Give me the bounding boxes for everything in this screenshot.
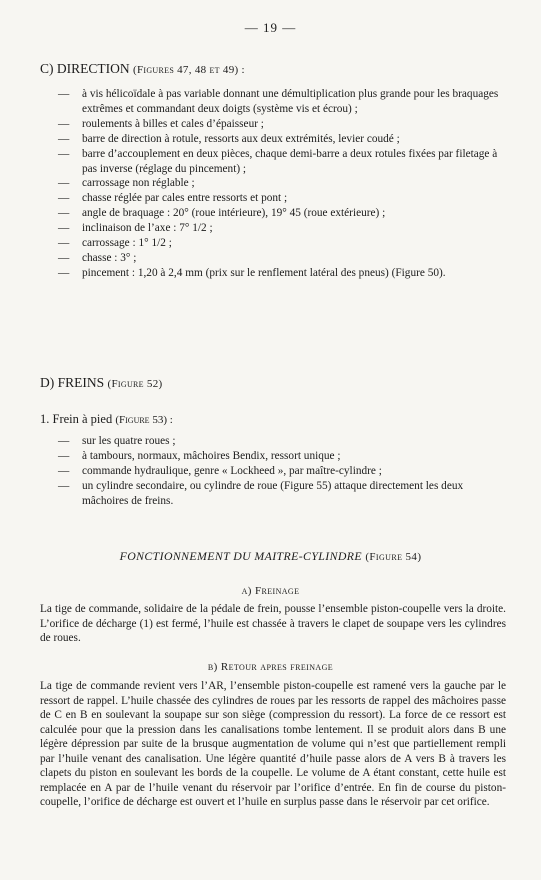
section-c-figure-ref: (Figures 47, 48 et 49) :	[133, 64, 245, 76]
direction-list-item: — chasse réglée par cales entre ressorts et pont ;	[58, 191, 510, 206]
direction-list-item: — inclinaison de l’axe : 7° 1/2 ;	[58, 221, 510, 236]
section-c-list	[58, 87, 510, 281]
direction-list-item: — barre de direction à rotule, ressorts aux deux extrémités, levier coudé ;	[58, 132, 510, 147]
direction-list-item: — à vis hélicoïdale à pas variable donnant une démultiplication plus grande pour les braquages extrêmes et commandant deux doigts (système vis et écrou) ;	[58, 87, 510, 117]
frein-a-pied-list	[58, 434, 510, 509]
freinage-paragraph: La tige de commande, solidaire de la pédale de frein, pousse l’ensemble piston-coupelle vers la droite. L’orifice de décharge (1) est fermé, l’huile est chassée à travers le clapet de soupape vers les cylindres de roues.	[40, 603, 506, 644]
section-c-heading	[40, 61, 245, 77]
frein-list-item: — commande hydraulique, genre « Lockheed », par maître-cylindre ;	[58, 464, 510, 479]
direction-list-item: — roulements à billes et cales d’épaisseur ;	[58, 117, 510, 132]
fonctionnement-heading	[0, 549, 541, 564]
retour-label: b) Retour apres freinage	[207, 661, 334, 673]
direction-list-item: — pincement : 1,20 à 2,4 mm (prix sur le renflement latéral des pneus) (Figure 50).	[58, 266, 510, 281]
page-number: — 19 —	[244, 20, 297, 35]
fonctionnement-figure-ref: (Figure 54)	[365, 551, 422, 563]
frein-list-item: — à tambours, normaux, mâchoires Bendix, ressort unique ;	[58, 449, 510, 464]
direction-list-item: — barre d’accouplement en deux pièces, chaque demi-barre a deux rotules fixées par filetage à pas inverse (réglage du pincement) ;	[58, 147, 510, 177]
section-d-heading	[40, 375, 162, 391]
section-d-title: D) FREINS	[40, 375, 105, 390]
section-d-figure-ref: (Figure 52)	[107, 378, 163, 390]
frein-a-pied-heading	[40, 412, 173, 427]
frein-a-pied-figure-ref: (Figure 53) :	[115, 414, 173, 426]
frein-a-pied-title: 1. Frein à pied	[40, 412, 113, 426]
section-c-title: C) DIRECTION	[40, 61, 130, 76]
retour-paragraph: La tige de commande revient vers l’AR, l’ensemble piston-coupelle est ramené vers la gauche par le ressort de rappel. L’huile chassée des cylindres de roues par les ressorts de rappel des mâchoires passe de C en B en soulevant la soupape sur son siège (compression du ressort). La force de ce ressort est calculée pour que la pression dans les canalisations tombe lentement. Il se produit alors dans B une légère dépression par suite de la brusque augmentation de volume qui n’est que partiellement rempli par l’huile venant des canalisation. Une légère quantité d’huile passe alors de A vers B à travers les clapets du piston en soulevant les bords de la coupelle. Le volume de A étant constant, cette huile est remplacée en A par de l’huile venant du réservoir par l’orifice d’entrée. En fin de course du piston-coupelle, l’orifice de décharge est ouvert et l’huile en surplus passe dans le réservoir par cet orifice.	[40, 680, 506, 808]
direction-list-item: — carrossage non réglable ;	[58, 176, 510, 191]
direction-list-item: — chasse : 3° ;	[58, 251, 510, 266]
freinage-label: a) Freinage	[241, 585, 300, 597]
direction-list-item: — carrossage : 1° 1/2 ;	[58, 236, 510, 251]
fonctionnement-title: FONCTIONNEMENT DU MAITRE-CYLINDRE	[119, 549, 362, 563]
direction-list-item: — angle de braquage : 20° (roue intérieure), 19° 45 (roue extérieure) ;	[58, 206, 510, 221]
frein-list-item: — sur les quatre roues ;	[58, 434, 510, 449]
frein-list-item: — un cylindre secondaire, ou cylindre de roue (Figure 55) attaque directement les deux mâchoires de freins.	[58, 479, 510, 509]
